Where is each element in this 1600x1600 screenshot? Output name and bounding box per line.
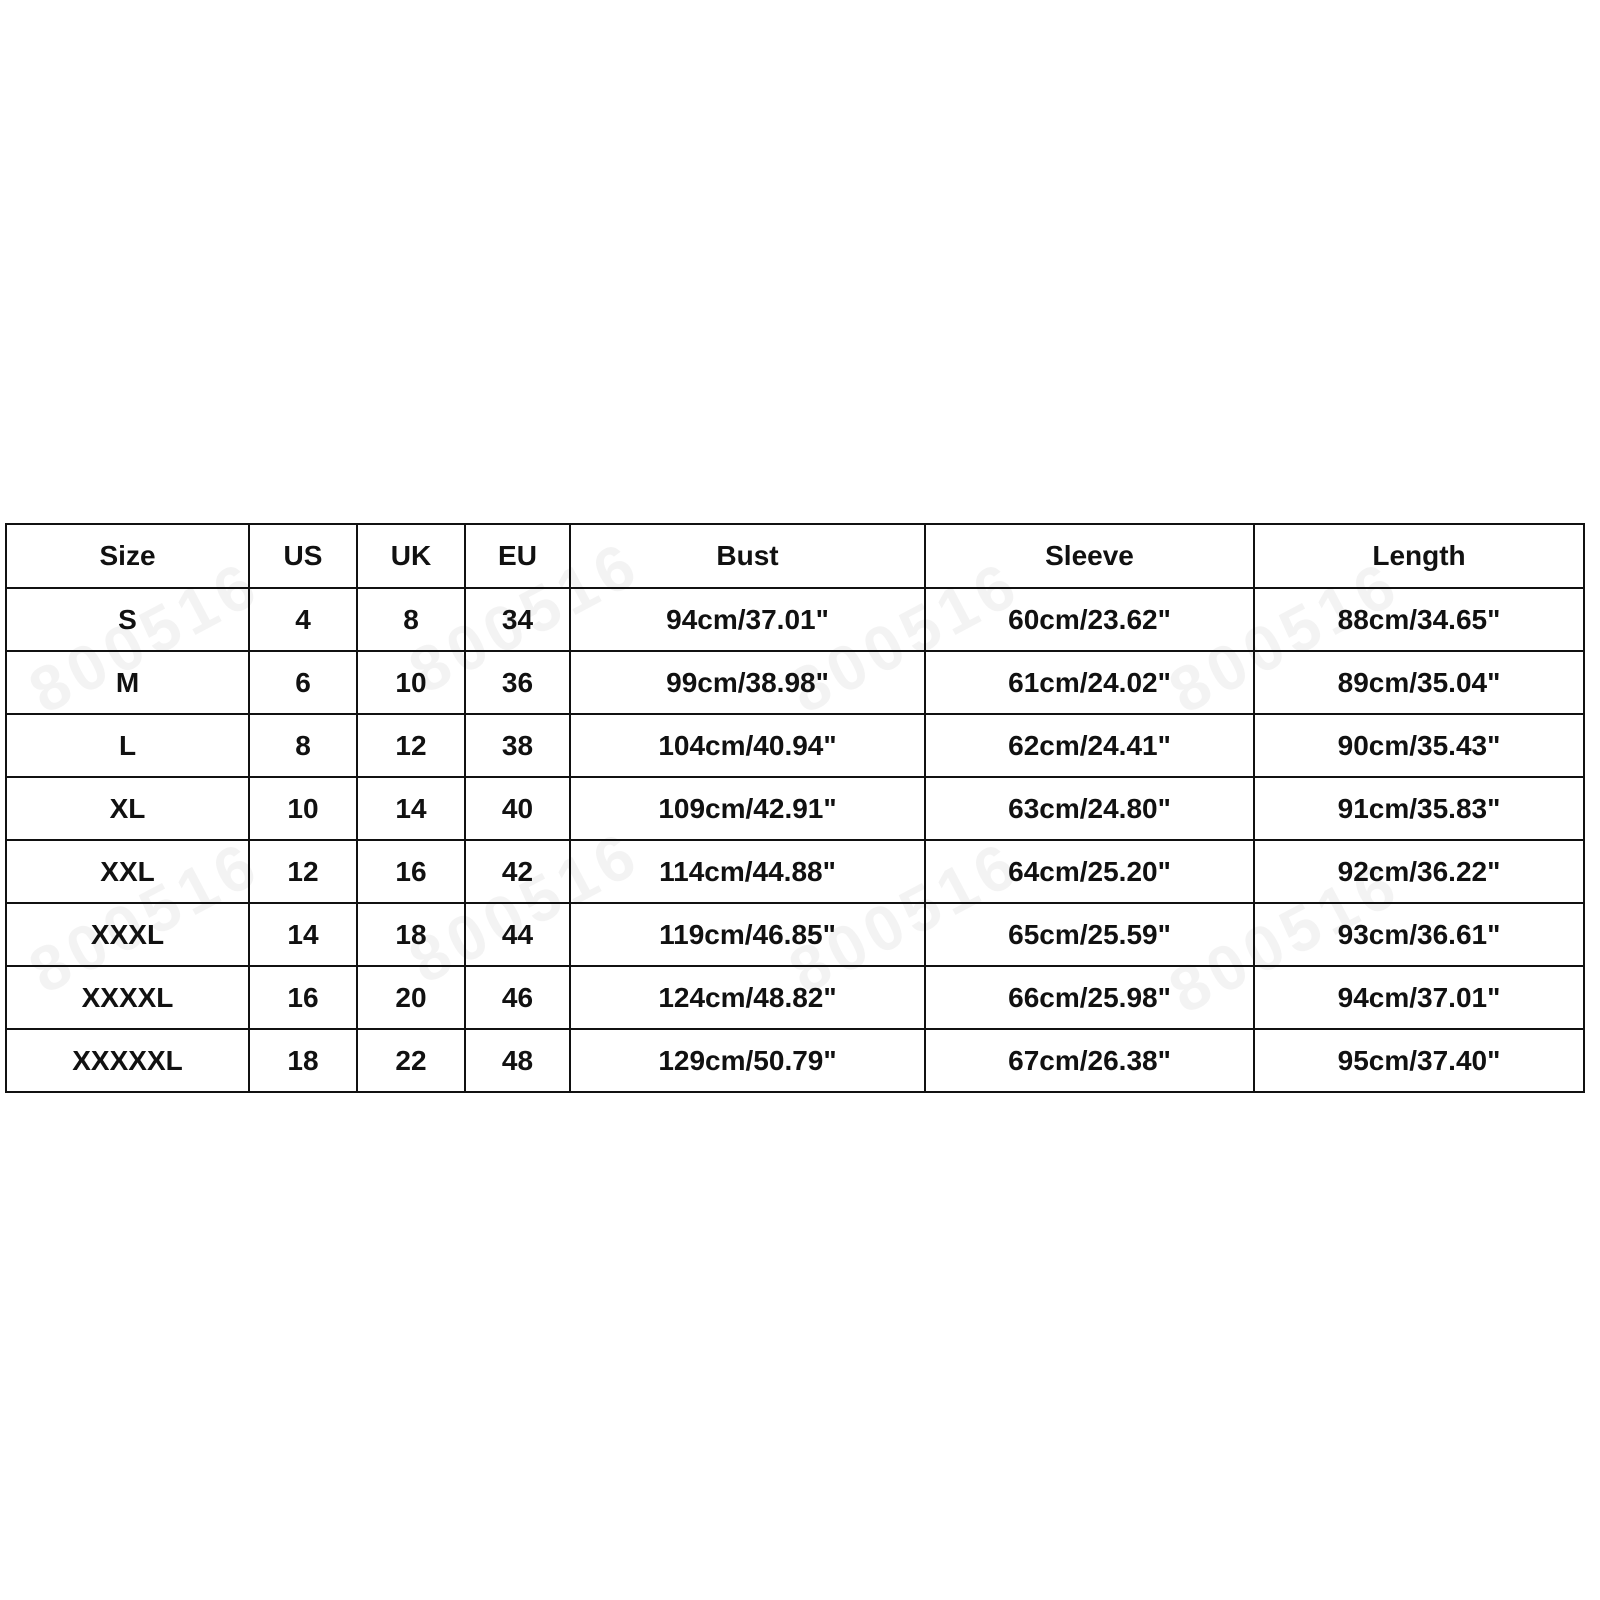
cell-size: XXL [6, 840, 249, 903]
cell-us: 10 [249, 777, 357, 840]
cell-bust: 104cm/40.94" [570, 714, 925, 777]
cell-sleeve: 62cm/24.41" [925, 714, 1254, 777]
header-length: Length [1254, 524, 1584, 588]
header-eu: EU [465, 524, 570, 588]
table-row [6, 966, 1584, 1029]
table-row [6, 840, 1584, 903]
cell-us: 6 [249, 651, 357, 714]
cell-eu: 34 [465, 588, 570, 651]
table-row [6, 903, 1584, 966]
cell-uk: 16 [357, 840, 465, 903]
cell-length: 91cm/35.83" [1254, 777, 1584, 840]
cell-length: 90cm/35.43" [1254, 714, 1584, 777]
cell-length: 88cm/34.65" [1254, 588, 1584, 651]
cell-bust: 99cm/38.98" [570, 651, 925, 714]
cell-eu: 40 [465, 777, 570, 840]
cell-length: 92cm/36.22" [1254, 840, 1584, 903]
cell-bust: 114cm/44.88" [570, 840, 925, 903]
header-size: Size [6, 524, 249, 588]
cell-size: XXXXL [6, 966, 249, 1029]
cell-sleeve: 66cm/25.98" [925, 966, 1254, 1029]
cell-uk: 18 [357, 903, 465, 966]
cell-length: 89cm/35.04" [1254, 651, 1584, 714]
cell-sleeve: 61cm/24.02" [925, 651, 1254, 714]
cell-size: L [6, 714, 249, 777]
cell-bust: 109cm/42.91" [570, 777, 925, 840]
header-us: US [249, 524, 357, 588]
cell-us: 4 [249, 588, 357, 651]
cell-bust: 119cm/46.85" [570, 903, 925, 966]
cell-sleeve: 67cm/26.38" [925, 1029, 1254, 1092]
cell-sleeve: 65cm/25.59" [925, 903, 1254, 966]
cell-uk: 14 [357, 777, 465, 840]
cell-sleeve: 63cm/24.80" [925, 777, 1254, 840]
cell-eu: 46 [465, 966, 570, 1029]
cell-length: 93cm/36.61" [1254, 903, 1584, 966]
header-uk: UK [357, 524, 465, 588]
cell-sleeve: 60cm/23.62" [925, 588, 1254, 651]
header-row [6, 524, 1584, 588]
header-sleeve: Sleeve [925, 524, 1254, 588]
cell-us: 16 [249, 966, 357, 1029]
cell-us: 12 [249, 840, 357, 903]
cell-size: XL [6, 777, 249, 840]
cell-size: XXXL [6, 903, 249, 966]
table-row [6, 651, 1584, 714]
cell-bust: 129cm/50.79" [570, 1029, 925, 1092]
cell-us: 14 [249, 903, 357, 966]
cell-size: XXXXXL [6, 1029, 249, 1092]
cell-uk: 20 [357, 966, 465, 1029]
cell-size: S [6, 588, 249, 651]
cell-eu: 48 [465, 1029, 570, 1092]
cell-us: 18 [249, 1029, 357, 1092]
table-row [6, 1029, 1584, 1092]
cell-length: 94cm/37.01" [1254, 966, 1584, 1029]
header-bust: Bust [570, 524, 925, 588]
cell-bust: 94cm/37.01" [570, 588, 925, 651]
table-row [6, 714, 1584, 777]
size-chart-table [5, 523, 1585, 1093]
cell-eu: 44 [465, 903, 570, 966]
cell-uk: 8 [357, 588, 465, 651]
cell-sleeve: 64cm/25.20" [925, 840, 1254, 903]
cell-eu: 42 [465, 840, 570, 903]
table-row [6, 588, 1584, 651]
cell-size: M [6, 651, 249, 714]
cell-length: 95cm/37.40" [1254, 1029, 1584, 1092]
table-row [6, 777, 1584, 840]
cell-eu: 38 [465, 714, 570, 777]
cell-uk: 22 [357, 1029, 465, 1092]
cell-eu: 36 [465, 651, 570, 714]
cell-us: 8 [249, 714, 357, 777]
cell-uk: 10 [357, 651, 465, 714]
cell-uk: 12 [357, 714, 465, 777]
cell-bust: 124cm/48.82" [570, 966, 925, 1029]
